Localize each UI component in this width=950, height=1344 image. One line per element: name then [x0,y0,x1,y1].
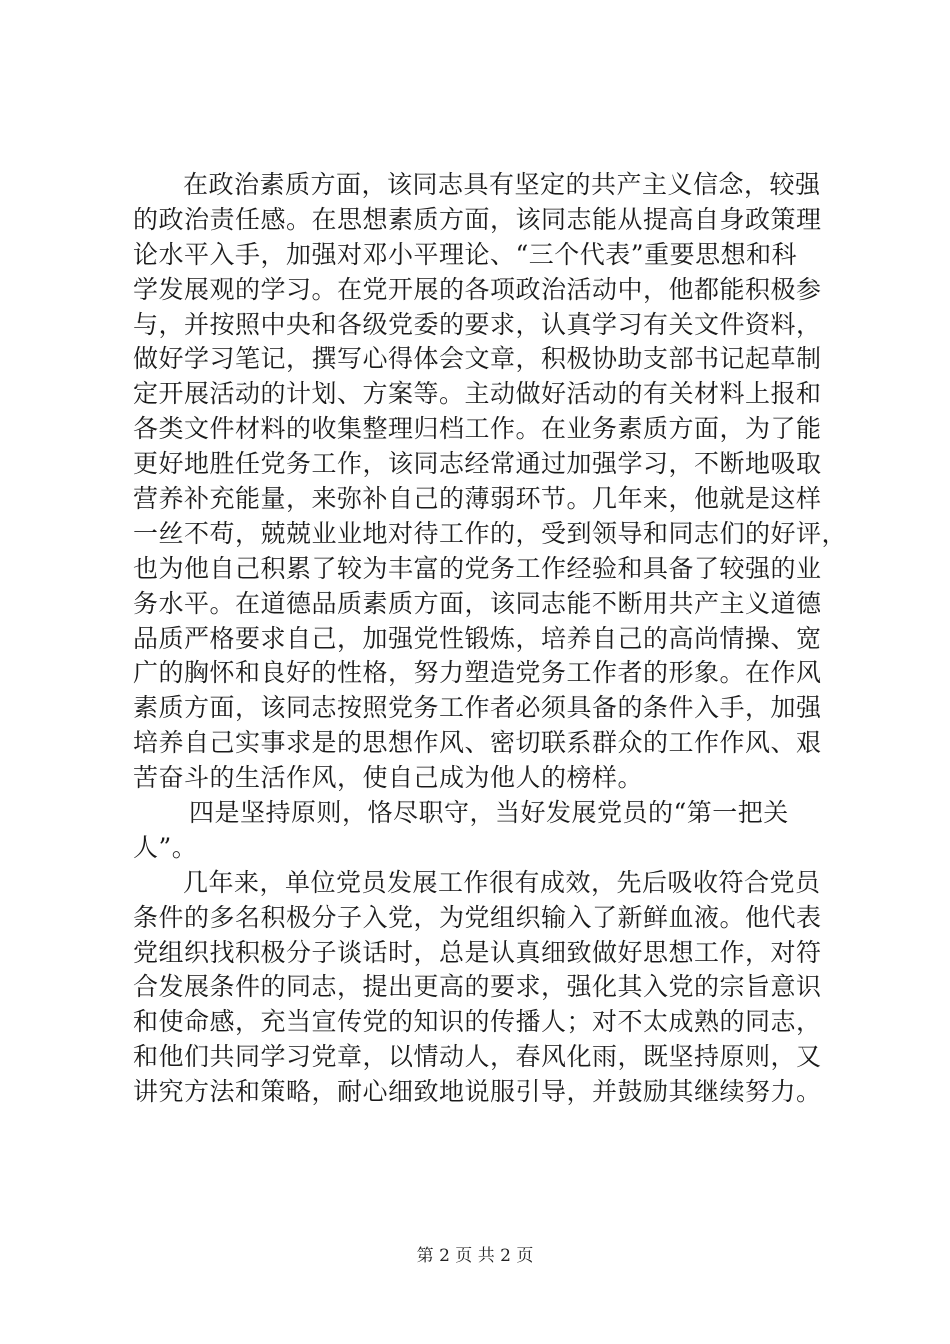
text-line: 合发展条件的同志，提出更高的要求，强化其入党的宗旨意识 [133,972,822,1002]
text-line: 培养自己实事求是的思想作风、密切联系群众的工作作风、艰 [133,728,822,758]
text-line: 定开展活动的计划、方案等。主动做好活动的有关材料上报和 [133,379,822,409]
text-line: 和使命感，充当宣传党的知识的传播人；对不太成熟的同志， [133,1007,822,1037]
text-line: 和他们共同学习党章，以情动人，春风化雨，既坚持原则，又 [133,1042,822,1072]
text-line: 各类文件材料的收集整理归档工作。在业务素质方面，为了能 [133,414,822,444]
text-line: 论水平入手，加强对邓小平理论、“三个代表”重要思想和科 [133,239,798,269]
text-line: 务水平。在道德品质素质方面，该同志能不断用共产主义道德 [133,588,822,618]
text-line: 广的胸怀和良好的性格，努力塑造党务工作者的形象。在作风 [133,658,822,688]
text-line: 讲究方法和策略，耐心细致地说服引导，并鼓励其继续努力。 [133,1077,822,1107]
text-line: 苦奋斗的生活作风，使自己成为他人的榜样。 [133,763,644,793]
text-line: 学发展观的学习。在党开展的各项政治活动中，他都能积极参 [133,274,822,304]
text-line: 在政治素质方面，该同志具有坚定的共产主义信念，较强 [183,170,821,199]
text-line: 党组织找积极分子谈话时，总是认真细致做好思想工作，对符 [133,937,822,967]
section-heading: 四是坚持原则，恪尽职守，当好发展党员的“第一把关 [189,798,789,828]
text-line: 营养补充能量，来弥补自己的薄弱环节。几年来，他就是这样 [133,484,822,514]
text-line: 与，并按照中央和各级党委的要求，认真学习有关文件资料， [133,309,822,339]
text-line: 几年来，单位党员发展工作很有成效，先后吸收符合党员 [183,867,821,897]
text-line: 更好地胜任党务工作，该同志经常通过加强学习，不断地吸取 [133,449,822,479]
text-line: 也为他自己积累了较为丰富的党务工作经验和具备了较强的业 [133,553,822,583]
text-line: 的政治责任感。在思想素质方面，该同志能从提高自身政策理 [133,204,822,234]
text-line: 条件的多名积极分子入党，为党组织输入了新鲜血液。他代表 [133,902,822,932]
text-line: 素质方面，该同志按照党务工作者必须具备的条件入手，加强 [133,693,822,723]
page-number-footer: 第 2 页 共 2 页 [416,1246,534,1266]
document-body [133,168,848,1110]
section-heading-continuation: 人”。 [133,832,198,862]
text-line: 做好学习笔记，撰写心得体会文章，积极协助支部书记起草制 [133,344,822,374]
text-line: 一丝不苟，兢兢业业地对待工作的，受到领导和同志们的好评， [133,518,848,548]
text-line: 品质严格要求自己，加强党性锻炼，培养自己的高尚情操、宽 [133,623,822,653]
